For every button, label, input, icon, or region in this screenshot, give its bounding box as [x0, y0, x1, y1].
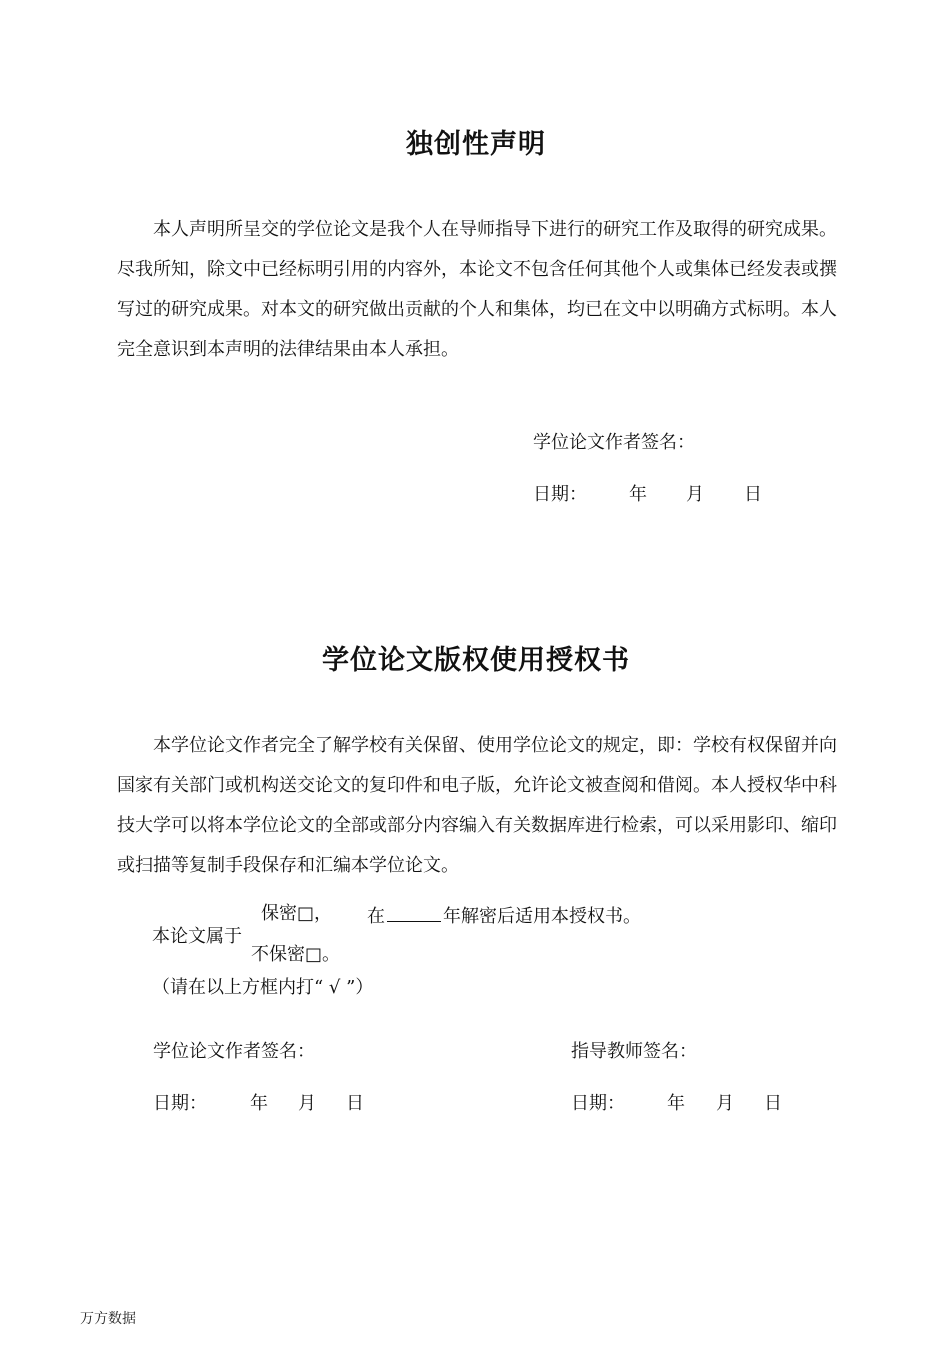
confidential-option-label: 保密□，	[261, 903, 333, 924]
author-date-month: 月	[298, 1093, 316, 1114]
author-signature-label: 学位论文作者签名：	[153, 1041, 315, 1062]
confidential-option	[261, 903, 332, 925]
advisor-date-year: 年	[667, 1093, 685, 1114]
declaration-date-day: 日	[744, 484, 762, 505]
after-decrypt-label: 年解密后适用本授权书。	[443, 906, 641, 927]
decrypt-year-blank[interactable]	[387, 903, 441, 922]
footer-source: 万方数据	[80, 1311, 136, 1327]
checkbox-instruction: （请在以上方框内打“ √ ”）	[152, 977, 374, 998]
declaration-date-year: 年	[629, 484, 647, 505]
author-date-day: 日	[346, 1093, 364, 1114]
authorization-title: 学位论文版权使用授权书	[322, 645, 630, 676]
declaration-title: 独创性声明	[406, 129, 546, 160]
declaration-date-label: 日期：	[533, 484, 587, 505]
belongs-label: 本论文属于	[152, 926, 242, 947]
advisor-date-label: 日期：	[571, 1093, 625, 1114]
declaration-body: 本人声明所呈交的学位论文是我个人在导师指导下进行的研究工作及取得的研究成果。尽我所知，除文中已经标明引用的内容外，本论文不包含任何其他个人或集体已经发表或撰写过的研究成果。对本文的研究做出贡献的个人和集体，均已在文中以明确方式标明。本人完全意识到本声明的法律结果由本人承担。	[117, 219, 837, 360]
author-date-label: 日期：	[153, 1093, 207, 1114]
not-confidential-option: 不保密□。	[251, 944, 341, 965]
declaration-signature-label: 学位论文作者签名：	[533, 432, 695, 453]
in-label: 在	[367, 906, 385, 927]
author-date-year: 年	[250, 1093, 268, 1114]
decrypt-clause	[367, 903, 641, 928]
declaration-date-month: 月	[686, 484, 704, 505]
authorization-body: 本学位论文作者完全了解学校有关保留、使用学位论文的规定，即：学校有权保留并向国家有关部门或机构送交论文的复印件和电子版，允许论文被查阅和借阅。本人授权华中科技大学可以将本学位论文的全部或部分内容编入有关数据库进行检索，可以采用影印、缩印或扫描等复制手段保存和汇编本学位论文。	[117, 735, 837, 876]
advisor-date-day: 日	[764, 1093, 782, 1114]
advisor-signature-label: 指导教师签名：	[571, 1041, 697, 1062]
advisor-date-month: 月	[716, 1093, 734, 1114]
